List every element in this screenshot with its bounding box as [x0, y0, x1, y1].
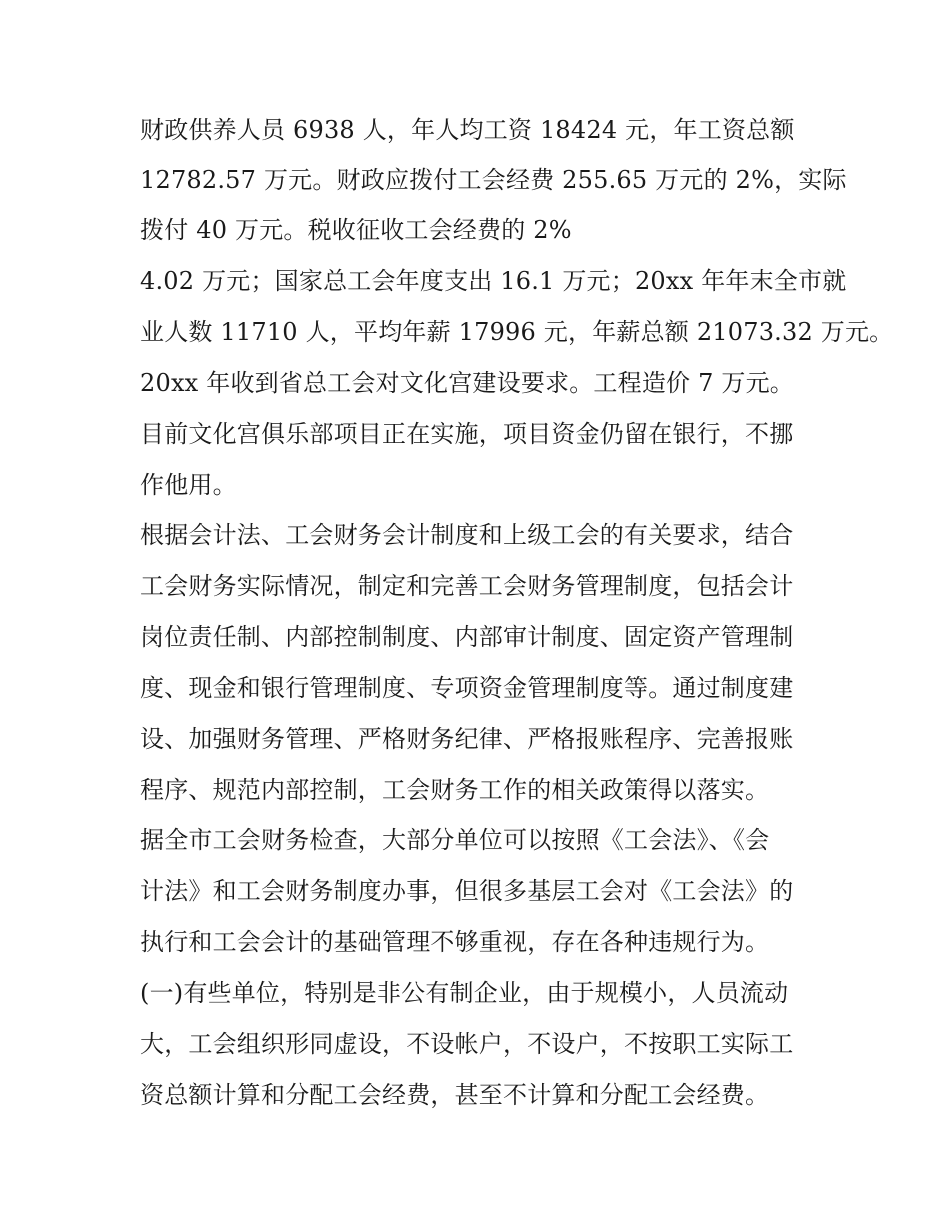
text-line: 目前文化宫俱乐部项目正在实施，项目资金仍留在银行，不挪 [140, 420, 794, 448]
text-line: 根据会计法、工会财务会计制度和上级工会的有关要求，结合 [140, 521, 794, 549]
text-line: 资总额计算和分配工会经费，甚至不计算和分配工会经费。 [140, 1081, 770, 1109]
text-line: 执行和工会会计的基础管理不够重视，存在各种违规行为。 [140, 928, 770, 956]
text-line: 12782.57 万元。财政应拨付工会经费 255.65 万元的 2%，实际 [140, 166, 847, 194]
text-line: 大，工会组织形同虚设，不设帐户，不设户，不按职工实际工 [140, 1030, 794, 1058]
text-line: (一)有些单位，特别是非公有制企业，由于规模小，人员流动 [140, 979, 789, 1007]
text-line: 设、加强财务管理、严格财务纪律、严格报账程序、完善报账 [140, 725, 794, 753]
text-line: 程序、规范内部控制，工会财务工作的相关政策得以落实。 [140, 776, 770, 804]
text-line: 作他用。 [140, 471, 237, 499]
text-line: 度、现金和银行管理制度、专项资金管理制度等。通过制度建 [140, 674, 794, 702]
text-line: 岗位责任制、内部控制制度、内部审计制度、固定资产管理制 [140, 623, 794, 651]
text-line: 拨付 40 万元。税收征收工会经费的 2% [140, 216, 572, 244]
text-line: 4.02 万元；国家总工会年度支出 16.1 万元；20xx 年年末全市就 [140, 267, 847, 295]
text-line: 工会财务实际情况，制定和完善工会财务管理制度，包括会计 [140, 572, 794, 600]
text-line: 20xx 年收到省总工会对文化宫建设要求。工程造价 7 万元。 [140, 369, 794, 397]
text-line: 计法》和工会财务制度办事，但很多基层工会对《工会法》的 [140, 877, 794, 905]
text-line: 业人数 11710 人，平均年薪 17996 元，年薪总额 21073.32 万元。 [140, 318, 894, 346]
text-line: 财政供养人员 6938 人，年人均工资 18424 元，年工资总额 [140, 116, 795, 144]
text-line: 据全市工会财务检查，大部分单位可以按照《工会法》、《会 [140, 826, 770, 854]
